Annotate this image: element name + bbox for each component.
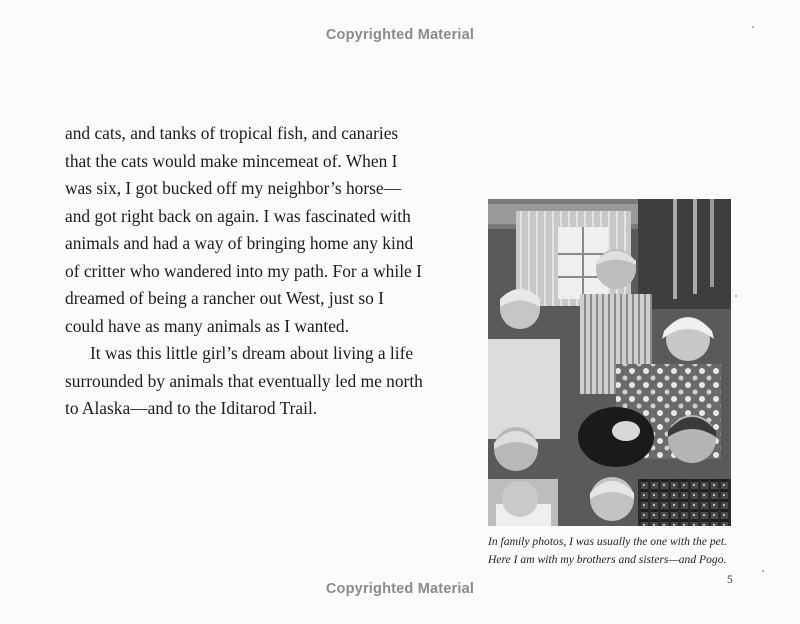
text-line: It was this little girl’s dream about living a life (90, 343, 414, 363)
text-line: that the cats would make mincemeat of. When I (65, 150, 398, 171)
text-line: and got right back on again. I was fascinated with (65, 205, 411, 226)
text-line: surrounded by animals that eventually led me north (65, 370, 423, 391)
copyright-watermark-bottom: Copyrighted Material (325, 581, 475, 597)
text-line: could have as many animals as I wanted. (65, 315, 349, 336)
scan-speck (752, 26, 754, 28)
text-line: and cats, and tanks of tropical fish, and canaries (65, 123, 399, 143)
photo-caption (488, 533, 748, 568)
page-number: 5 (727, 574, 733, 586)
family-photo (488, 199, 731, 526)
copyright-watermark-top: Copyrighted Material (325, 27, 475, 43)
text-line: was six, I got bucked off my neighbor’s horse— (65, 178, 402, 198)
body-text (65, 120, 425, 423)
text-line: animals and had a way of bringing home any kind (65, 233, 414, 253)
scan-speck (735, 295, 737, 297)
caption-line: Here I am with my brothers and sisters—and Pogo. (488, 552, 727, 566)
text-line: to Alaska—and to the Iditarod Trail. (65, 398, 318, 418)
scan-speck (762, 570, 764, 572)
family-photo-illustration (488, 199, 731, 526)
caption-line: In family photos, I was usually the one with the pet. (488, 535, 727, 548)
text-line: of critter who wandered into my path. For a while I (65, 260, 422, 281)
text-line: dreamed of being a rancher out West, just so I (65, 288, 384, 308)
